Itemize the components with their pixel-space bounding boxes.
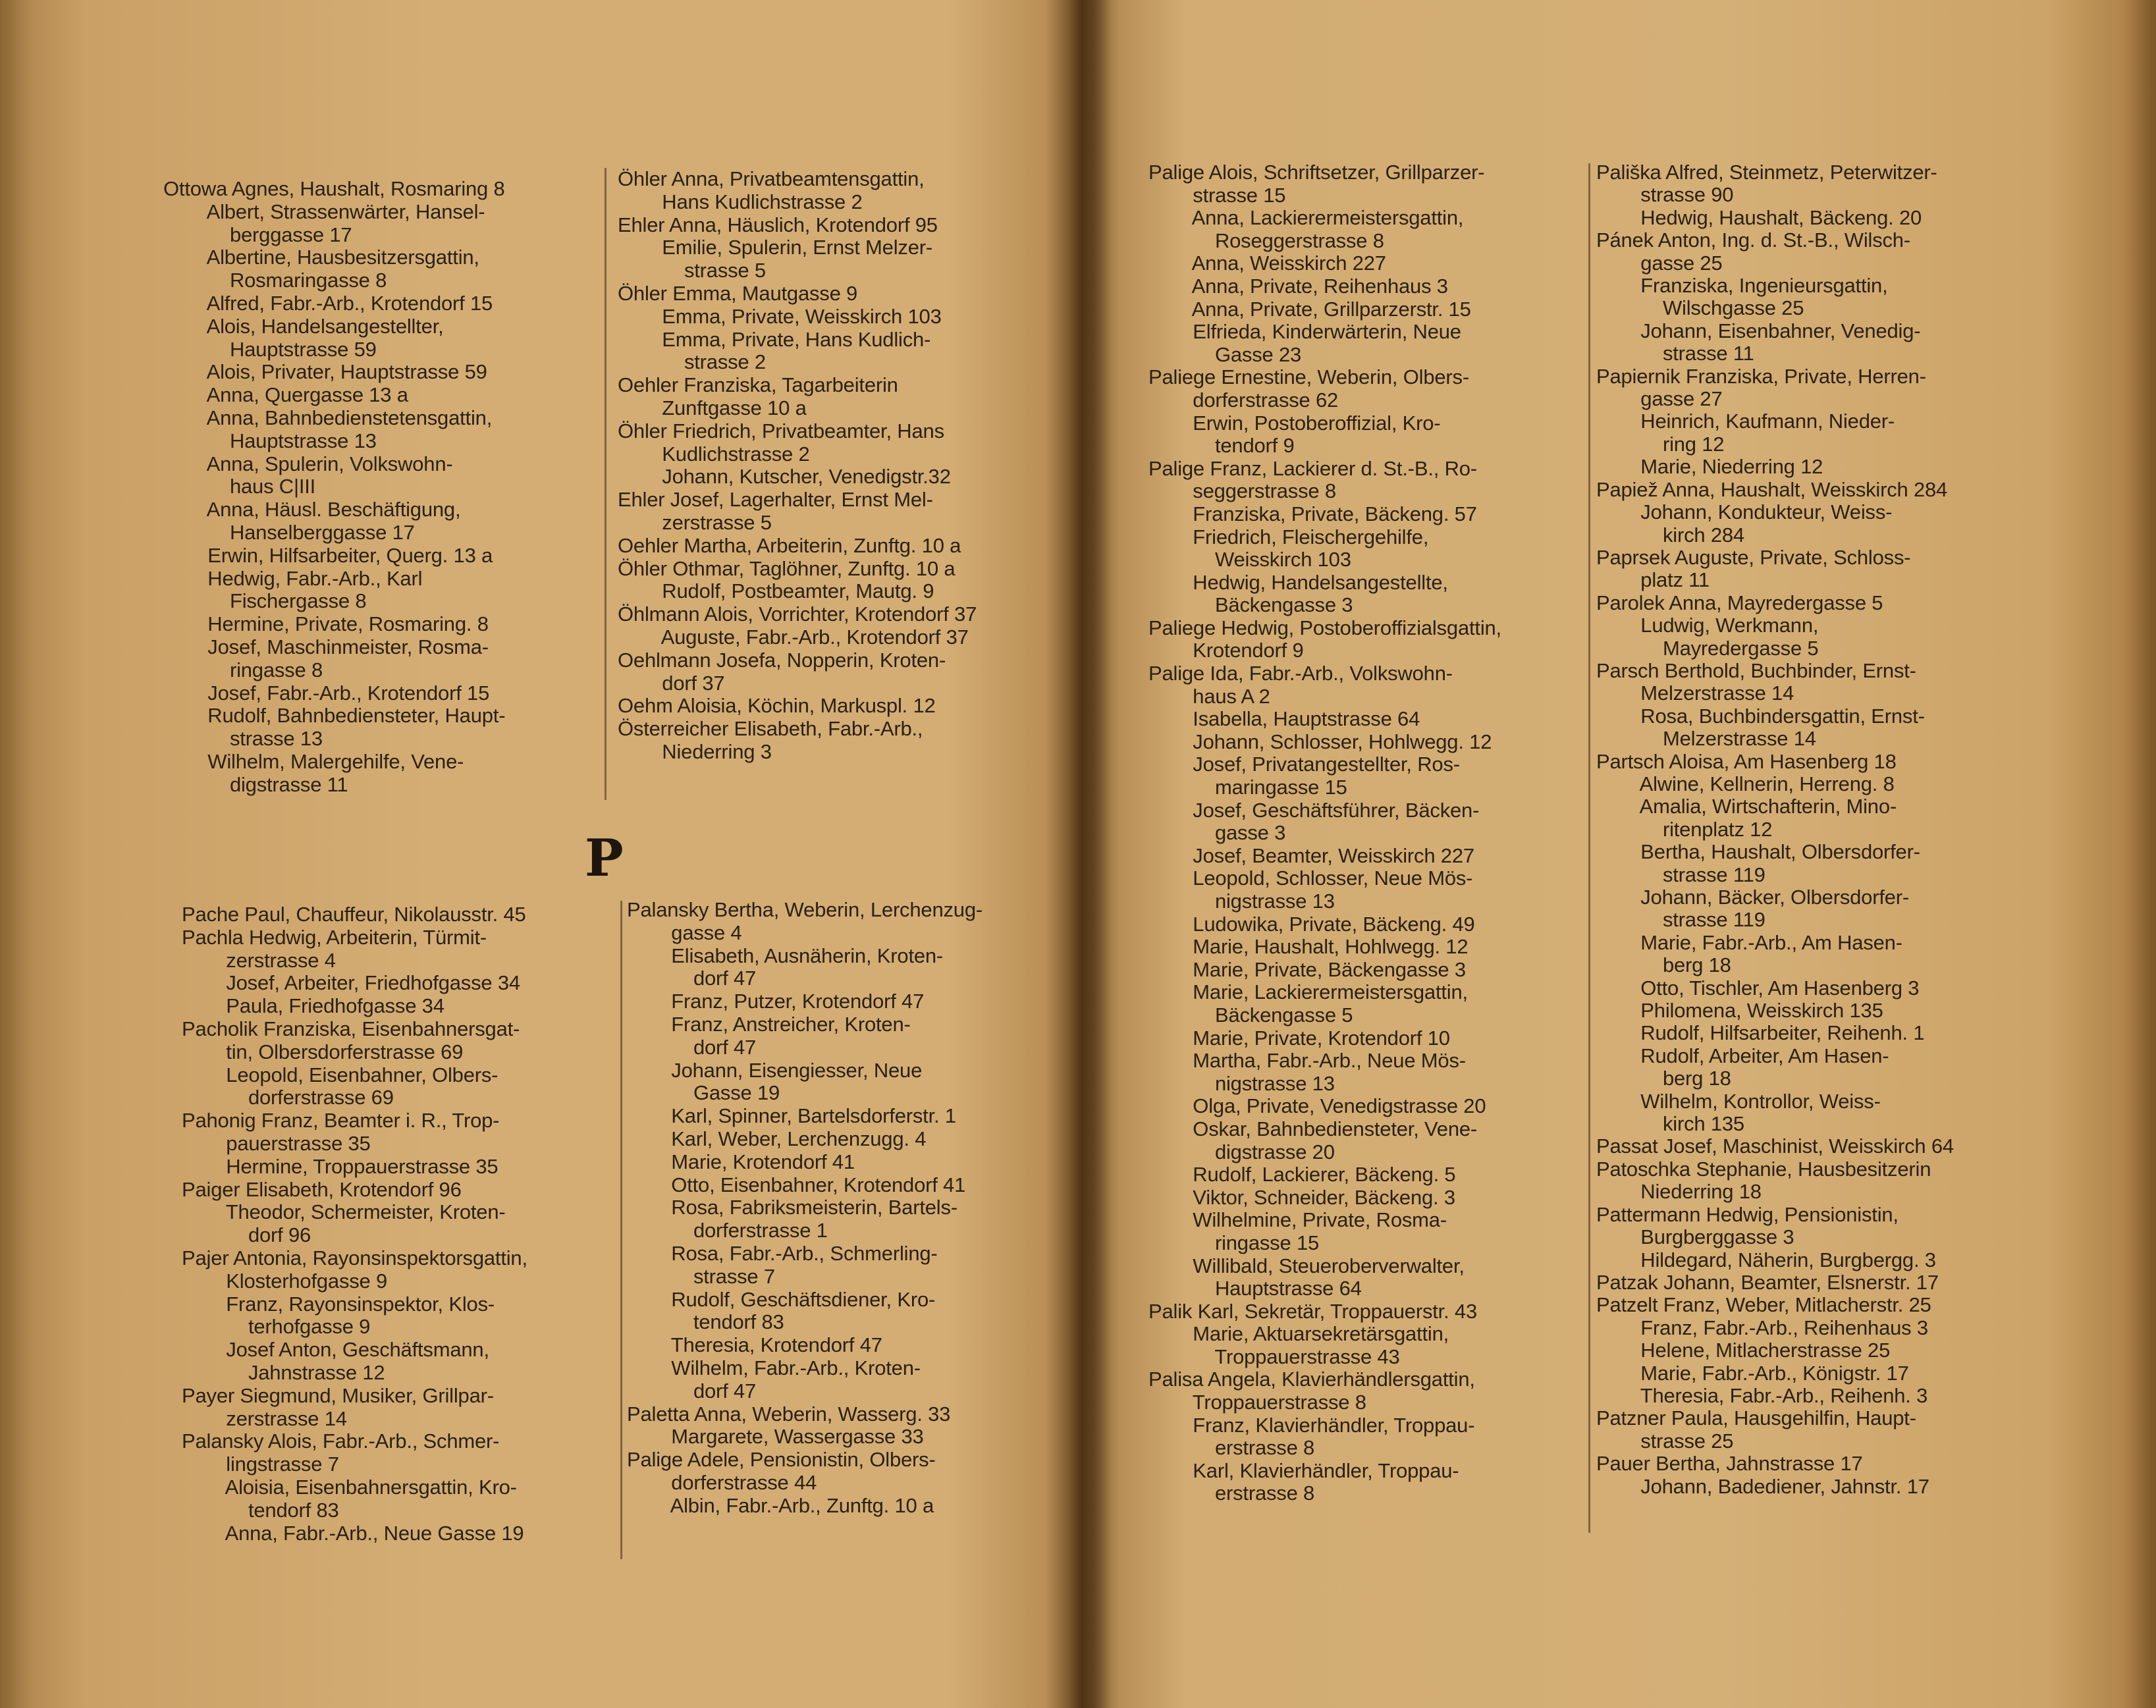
directory-entry-line: Erwin, Postoberoffizial, Kro-: [1148, 411, 1441, 435]
directory-entry-line: Oehler Franziska, Tagarbeiterin: [618, 373, 898, 397]
directory-entry-line: Alois, Handelsangestellter,: [163, 314, 444, 338]
directory-entry-line: Franz, Rayonsinspektor, Klos-: [182, 1292, 495, 1316]
directory-entry-line: Gasse 23: [1148, 342, 1302, 366]
directory-entry-line: nigstrasse 13: [1148, 1071, 1335, 1095]
directory-entry-line: Josef, Fabr.-Arb., Krotendorf 15: [163, 681, 490, 705]
directory-entry-line: Rudolf, Geschäftsdiener, Kro-: [627, 1287, 936, 1311]
directory-entry-line: tendorf 9: [1148, 434, 1295, 458]
directory-entry-line: Erwin, Hilfsarbeiter, Querg. 13 a: [163, 543, 493, 567]
directory-entry-line: Öhlmann Alois, Vorrichter, Krotendorf 37: [618, 602, 977, 626]
directory-entry-line: Johann, Schlosser, Hohlwegg. 12: [1148, 730, 1492, 753]
directory-entry-line: Marie, Aktuarsekretärsgattin,: [1148, 1322, 1449, 1346]
directory-entry-line: strasse 90: [1596, 183, 1734, 207]
directory-entry-line: Palige Franz, Lackierer d. St.-B., Ro-: [1148, 456, 1477, 480]
directory-entry-line: dorferstrasse 1: [627, 1219, 828, 1242]
directory-entry-line: Passat Josef, Maschinist, Weisskirch 64: [1596, 1134, 1954, 1158]
directory-entry-line: Anna, Private, Grillparzerstr. 15: [1148, 297, 1471, 321]
directory-entry-line: zerstrasse 14: [182, 1406, 347, 1430]
directory-entry-line: Wilhelm, Fabr.-Arb., Kroten-: [627, 1356, 921, 1379]
directory-entry-line: Josef, Maschinmeister, Rosma-: [163, 635, 489, 658]
directory-entry-line: dorferstrasse 69: [182, 1086, 394, 1109]
directory-entry-line: lingstrasse 7: [182, 1453, 339, 1476]
directory-entry-line: strasse 13: [163, 727, 323, 751]
directory-entry-line: Pajer Antonia, Rayonsinspektorsgattin,: [182, 1246, 527, 1269]
directory-entry-line: Theodor, Schermeister, Kroten-: [182, 1200, 506, 1224]
directory-entry-line: Palige Alois, Schriftsetzer, Grillparzer-: [1148, 161, 1485, 184]
directory-entry-line: dorf 47: [627, 1379, 757, 1402]
directory-entry-line: Anna, Weisskirch 227: [1148, 252, 1386, 275]
directory-entry-line: Marie, Private, Bäckengasse 3: [1148, 957, 1466, 981]
left-page-column-2-top: [618, 168, 977, 764]
directory-entry-line: Alfred, Fabr.-Arb., Krotendorf 15: [163, 291, 493, 315]
directory-entry-line: seggerstrasse 8: [1148, 479, 1336, 503]
directory-entry-line: Elisabeth, Ausnäherin, Kroten-: [627, 944, 944, 967]
directory-entry-line: Emma, Private, Weisskirch 103: [618, 304, 942, 328]
directory-entry-line: berggasse 17: [163, 223, 352, 246]
directory-entry-line: Johann, Kutscher, Venedigstr.32: [618, 465, 951, 489]
directory-entry-line: tin, Olbersdorferstrasse 69: [182, 1040, 464, 1063]
directory-entry-line: pauerstrasse 35: [182, 1131, 371, 1155]
directory-entry-line: Helene, Mitlacherstrasse 25: [1596, 1339, 1891, 1362]
directory-entry-line: berg 18: [1596, 1067, 1731, 1090]
left-page-column-2-bottom: [627, 899, 983, 1518]
directory-entry-line: Pattermann Hedwig, Pensionistin,: [1596, 1202, 1899, 1226]
directory-entry-line: Albertine, Hausbesitzersgattin,: [163, 246, 479, 269]
directory-entry-line: Melzerstrasse 14: [1596, 727, 1816, 751]
directory-entry-line: ringasse 15: [1148, 1231, 1320, 1254]
directory-entry-line: Paiger Elisabeth, Krotendorf 96: [182, 1177, 462, 1201]
directory-entry-line: Olga, Private, Venedigstrasse 20: [1148, 1094, 1486, 1118]
directory-entry-line: Klosterhofgasse 9: [182, 1269, 388, 1293]
directory-entry-line: Weisskirch 103: [1148, 548, 1351, 572]
directory-entry-line: Marie, Krotendorf 41: [627, 1150, 855, 1173]
directory-entry-line: Marie, Lackierermeistersgattin,: [1148, 980, 1468, 1004]
directory-entry-line: dorferstrasse 44: [627, 1470, 817, 1494]
directory-entry-line: Oehlmann Josefa, Nopperin, Kroten-: [618, 648, 946, 672]
directory-entry-line: Hedwig, Haushalt, Bäckeng. 20: [1596, 205, 1922, 229]
directory-entry-line: Patzelt Franz, Weber, Mitlacherstr. 25: [1596, 1293, 1931, 1317]
directory-entry-line: strasse 2: [618, 350, 766, 374]
directory-entry-line: Isabella, Hauptstrasse 64: [1148, 707, 1420, 731]
directory-entry-line: gasse 3: [1148, 821, 1286, 845]
directory-entry-line: Karl, Weber, Lerchenzugg. 4: [627, 1127, 927, 1150]
directory-entry-line: Marie, Fabr.-Arb., Königstr. 17: [1596, 1361, 1909, 1385]
directory-entry-line: Alois, Privater, Hauptstrasse 59: [163, 360, 487, 384]
directory-entry-line: Oehm Aloisia, Köchin, Markuspl. 12: [618, 694, 936, 718]
right-page: [1093, 0, 2156, 1708]
directory-entry-line: strasse 15: [1148, 183, 1286, 207]
directory-entry-line: Ehler Anna, Häuslich, Krotendorf 95: [618, 213, 938, 236]
directory-entry-line: Aloisia, Eisenbahnersgattin, Kro-: [182, 1475, 517, 1499]
directory-entry-line: Anna, Lackierermeistersgattin,: [1148, 206, 1464, 230]
directory-entry-line: Hedwig, Handelsangestellte,: [1148, 570, 1448, 594]
directory-entry-line: Mayredergasse 5: [1596, 636, 1819, 660]
directory-entry-line: Franziska, Ingenieursgattin,: [1596, 274, 1888, 298]
directory-entry-line: Palisa Angela, Klavierhändlersgattin,: [1148, 1368, 1475, 1391]
directory-entry-line: Hanselberggasse 17: [163, 520, 415, 544]
directory-entry-line: Emilie, Spulerin, Ernst Melzer-: [618, 236, 932, 259]
directory-entry-line: dorf 37: [618, 671, 725, 695]
directory-entry-line: Auguste, Fabr.-Arb., Krotendorf 37: [618, 625, 969, 649]
directory-entry-line: Anna, Bahnbedienstetensgattin,: [163, 406, 493, 429]
directory-entry-line: Johann, Bäcker, Olbersdorfer-: [1596, 886, 1910, 909]
directory-entry-line: Gasse 19: [627, 1081, 780, 1105]
directory-entry-line: Österreicher Elisabeth, Fabr.-Arb.,: [618, 717, 923, 741]
directory-entry-line: Leopold, Schlosser, Neue Mös-: [1148, 867, 1473, 890]
directory-entry-line: Hermine, Private, Rosmaring. 8: [163, 612, 489, 636]
directory-entry-line: Öhler Othmar, Taglöhner, Zunftg. 10 a: [618, 556, 956, 580]
directory-entry-line: Niederring 18: [1596, 1180, 1762, 1204]
directory-entry-line: Paliege Ernestine, Weberin, Olbers-: [1148, 365, 1469, 389]
directory-entry-line: Johann, Eisenbahner, Venedig-: [1596, 319, 1921, 342]
directory-entry-line: strasse 25: [1596, 1429, 1734, 1453]
directory-entry-line: ringasse 8: [163, 658, 323, 681]
directory-entry-line: Niederring 3: [618, 739, 772, 763]
directory-entry-line: Öhler Anna, Privatbeamtensgattin,: [618, 167, 925, 190]
directory-entry-line: Rosa, Buchbindersgattin, Ernst-: [1596, 704, 1925, 728]
directory-entry-line: Rudolf, Postbeamter, Mautg. 9: [618, 579, 934, 603]
directory-entry-line: Pahonig Franz, Beamter i. R., Trop-: [182, 1109, 500, 1133]
directory-entry-line: Melzerstrasse 14: [1596, 681, 1794, 705]
directory-entry-line: Payer Siegmund, Musiker, Grillpar-: [182, 1383, 494, 1407]
directory-entry-line: kirch 284: [1596, 523, 1744, 547]
directory-entry-line: Franz, Klavierhändler, Troppau-: [1148, 1413, 1475, 1437]
directory-entry-line: Anna, Fabr.-Arb., Neue Gasse 19: [182, 1521, 524, 1545]
directory-entry-line: Hedwig, Fabr.-Arb., Karl: [163, 566, 423, 590]
directory-entry-line: Franz, Putzer, Krotendorf 47: [627, 990, 925, 1013]
directory-entry-line: Troppauerstrasse 8: [1148, 1391, 1366, 1414]
directory-entry-line: Palige Adele, Pensionistin, Olbers-: [627, 1448, 936, 1472]
directory-entry-line: Amalia, Wirtschafterin, Mino-: [1596, 795, 1897, 818]
directory-entry-line: Parolek Anna, Mayredergasse 5: [1596, 591, 1883, 614]
directory-entry-line: Franz, Anstreicher, Kroten-: [627, 1012, 911, 1036]
directory-entry-line: kirch 135: [1596, 1112, 1744, 1136]
directory-entry-line: Patoschka Stephanie, Hausbesitzerin: [1596, 1157, 1931, 1181]
directory-entry-line: terhofgasse 9: [182, 1315, 371, 1339]
directory-entry-line: Wilschgasse 25: [1596, 296, 1804, 320]
directory-entry-line: Marie, Fabr.-Arb., Am Hasen-: [1596, 930, 1902, 954]
directory-entry-line: Hauptstrasse 59: [163, 337, 377, 361]
directory-entry-line: Bäckengasse 5: [1148, 1003, 1353, 1027]
directory-entry-line: Palansky Alois, Fabr.-Arb., Schmer-: [182, 1429, 500, 1453]
column-divider: [605, 168, 606, 800]
directory-entry-line: Karl, Klavierhändler, Troppau-: [1148, 1458, 1459, 1482]
directory-entry-line: maringasse 15: [1148, 776, 1347, 799]
directory-entry-line: Roseggerstrasse 8: [1148, 228, 1384, 252]
directory-entry-line: Kudlichstrasse 2: [618, 442, 810, 466]
directory-entry-line: Krotendorf 9: [1148, 639, 1304, 662]
directory-entry-line: strasse 5: [618, 259, 766, 282]
directory-entry-line: Rosmaringasse 8: [163, 269, 387, 292]
directory-entry-line: erstrasse 8: [1148, 1481, 1315, 1505]
directory-entry-line: Palik Karl, Sekretär, Troppauerstr. 43: [1148, 1299, 1477, 1323]
directory-entry-line: Karl, Spinner, Bartelsdorferstr. 1: [627, 1104, 956, 1128]
directory-entry-line: berg 18: [1596, 953, 1731, 977]
directory-entry-line: Alwine, Kellnerin, Herreng. 8: [1596, 772, 1895, 795]
directory-entry-line: Pachla Hedwig, Arbeiterin, Türmit-: [182, 925, 487, 949]
directory-entry-line: Rudolf, Lackierer, Bäckeng. 5: [1148, 1163, 1456, 1187]
directory-entry-line: Anna, Quergasse 13 a: [163, 383, 408, 407]
directory-entry-line: Jahnstrasse 12: [182, 1360, 385, 1384]
directory-entry-line: Josef, Privatangestellter, Ros-: [1148, 753, 1460, 776]
directory-entry-line: gasse 25: [1596, 251, 1723, 275]
directory-entry-line: digstrasse 11: [163, 772, 348, 796]
directory-entry-line: Philomena, Weisskirch 135: [1596, 999, 1883, 1023]
directory-entry-line: gasse 4: [627, 921, 742, 944]
directory-entry-line: Johann, Badediener, Jahnstr. 17: [1596, 1474, 1929, 1498]
directory-entry-line: Hans Kudlichstrasse 2: [618, 190, 863, 213]
directory-entry-line: Rosa, Fabriksmeisterin, Bartels-: [627, 1196, 957, 1219]
directory-entry-line: Ehler Josef, Lagerhalter, Ernst Mel-: [618, 488, 933, 512]
directory-entry-line: Ludwig, Werkmann,: [1596, 614, 1819, 637]
directory-entry-line: Paliege Hedwig, Postoberoffizialsgattin,: [1148, 616, 1501, 639]
directory-entry-line: Anna, Spulerin, Volkswohn-: [163, 452, 453, 475]
directory-entry-line: Marie, Niederring 12: [1596, 455, 1823, 479]
directory-entry-line: Ottowa Agnes, Haushalt, Rosmaring 8: [163, 177, 505, 200]
directory-entry-line: Josef, Beamter, Weisskirch 227: [1148, 843, 1474, 867]
directory-entry-line: Pališka Alfred, Steinmetz, Peterwitzer-: [1596, 161, 1937, 184]
directory-entry-line: Emma, Private, Hans Kudlich-: [618, 327, 931, 351]
left-page-column-1-bottom: [182, 903, 527, 1545]
directory-entry-line: Wilhelm, Malergehilfe, Vene-: [163, 749, 464, 773]
section-letter: P: [585, 828, 624, 888]
directory-entry-line: Margarete, Wassergasse 33: [627, 1425, 924, 1449]
directory-entry-line: Patzak Johann, Beamter, Elsnerstr. 17: [1596, 1270, 1939, 1294]
directory-entry-line: Paula, Friedhofgasse 34: [182, 994, 445, 1018]
directory-entry-line: Josef, Arbeiter, Friedhofgasse 34: [182, 971, 520, 995]
directory-entry-line: Paletta Anna, Weberin, Wasserg. 33: [627, 1402, 951, 1426]
directory-entry-line: Papiež Anna, Haushalt, Weisskirch 284: [1596, 477, 1948, 501]
directory-entry-line: Bäckengasse 3: [1148, 593, 1353, 617]
directory-entry-line: strasse 119: [1596, 863, 1765, 886]
directory-entry-line: Willibald, Steueroberverwalter,: [1148, 1254, 1465, 1277]
directory-entry-line: Hildegard, Näherin, Burgbergg. 3: [1596, 1248, 1936, 1271]
directory-entry-line: strasse 11: [1596, 342, 1754, 365]
directory-entry-line: Theresia, Fabr.-Arb., Reihenh. 3: [1596, 1383, 1928, 1407]
directory-entry-line: Troppauerstrasse 43: [1148, 1345, 1400, 1368]
directory-entry-line: Burgberggasse 3: [1596, 1225, 1794, 1249]
directory-entry-line: Pauer Bertha, Jahnstrasse 17: [1596, 1452, 1863, 1476]
directory-entry-line: Parsch Berthold, Buchbinder, Ernst-: [1596, 658, 1916, 682]
column-divider: [620, 901, 622, 1559]
directory-entry-line: dorf 47: [627, 967, 757, 990]
directory-entry-line: Ludowika, Private, Bäckeng. 49: [1148, 912, 1475, 936]
directory-entry-line: Wilhelm, Kontrollor, Weiss-: [1596, 1089, 1881, 1113]
directory-entry-line: Hauptstrasse 13: [163, 429, 377, 452]
directory-entry-line: Marie, Haushalt, Hohlwegg. 12: [1148, 935, 1469, 959]
directory-entry-line: Öhler Friedrich, Privatbeamter, Hans: [618, 419, 944, 442]
directory-entry-line: Otto, Eisenbahner, Krotendorf 41: [627, 1173, 966, 1196]
directory-entry-line: Friedrich, Fleischergehilfe,: [1148, 525, 1429, 548]
column-divider: [1588, 163, 1590, 1533]
directory-entry-line: strasse 119: [1596, 908, 1765, 932]
directory-entry-line: nigstrasse 13: [1148, 890, 1335, 913]
directory-entry-line: platz 11: [1596, 568, 1710, 592]
directory-entry-line: Elfrieda, Kinderwärterin, Neue: [1148, 320, 1461, 344]
directory-entry-line: Patzner Paula, Hausgehilfin, Haupt-: [1596, 1406, 1916, 1430]
directory-entry-line: Fischergasse 8: [163, 589, 367, 613]
directory-entry-line: Franziska, Private, Bäckeng. 57: [1148, 502, 1477, 525]
directory-entry-line: Viktor, Schneider, Bäckeng. 3: [1148, 1185, 1455, 1209]
directory-entry-line: Josef, Geschäftsführer, Bäcken-: [1148, 798, 1480, 822]
directory-entry-line: Martha, Fabr.-Arb., Neue Mös-: [1148, 1049, 1466, 1073]
directory-entry-line: Pánek Anton, Ing. d. St.-B., Wilsch-: [1596, 228, 1910, 252]
directory-entry-line: gasse 27: [1596, 387, 1723, 411]
directory-entry-line: Albin, Fabr.-Arb., Zunftg. 10 a: [627, 1493, 934, 1517]
directory-entry-line: Rudolf, Hilfsarbeiter, Reihenh. 1: [1596, 1021, 1925, 1045]
directory-entry-line: tendorf 83: [182, 1498, 339, 1522]
directory-entry-line: Papiernik Franziska, Private, Herren-: [1596, 364, 1926, 388]
left-page-column-1-top: [163, 178, 505, 797]
directory-entry-line: Wilhelmine, Private, Rosma-: [1148, 1208, 1447, 1232]
directory-entry-line: Öhler Emma, Mautgasse 9: [618, 281, 858, 305]
directory-entry-line: Pache Paul, Chauffeur, Nikolausstr. 45: [182, 903, 526, 926]
directory-entry-line: Franz, Fabr.-Arb., Reihenhaus 3: [1596, 1316, 1928, 1339]
directory-entry-line: Zunftgasse 10 a: [618, 396, 807, 419]
directory-entry-line: Anna, Häusl. Beschäftigung,: [163, 498, 461, 521]
directory-entry-line: ring 12: [1596, 432, 1725, 456]
directory-entry-line: Heinrich, Kaufmann, Nieder-: [1596, 410, 1895, 433]
directory-entry-line: haus C|III: [163, 475, 316, 498]
directory-entry-line: Otto, Tischler, Am Hasenberg 3: [1596, 976, 1920, 1000]
directory-entry-line: Rudolf, Bahnbediensteter, Haupt-: [163, 704, 506, 728]
directory-entry-line: Rudolf, Arbeiter, Am Hasen-: [1596, 1044, 1889, 1067]
directory-entry-line: Johann, Eisengiesser, Neue: [627, 1058, 923, 1082]
right-page-column-1: [1148, 161, 1501, 1505]
directory-entry-line: Leopold, Eisenbahner, Olbers-: [182, 1063, 499, 1086]
directory-entry-line: Josef Anton, Geschäftsmann,: [182, 1338, 489, 1362]
directory-entry-line: Bertha, Haushalt, Olbersdorfer-: [1596, 840, 1920, 864]
right-page-column-2: [1596, 161, 1954, 1498]
directory-entry-line: Hauptstrasse 64: [1148, 1277, 1362, 1300]
directory-entry-line: Pacholik Franziska, Eisenbahnersgat-: [182, 1017, 520, 1040]
directory-entry-line: Hermine, Troppauerstrasse 35: [182, 1154, 499, 1178]
directory-entry-line: strasse 7: [627, 1264, 775, 1288]
directory-entry-line: Palansky Bertha, Weberin, Lerchenzug-: [627, 898, 983, 921]
directory-entry-line: Rosa, Fabr.-Arb., Schmerling-: [627, 1241, 938, 1265]
directory-entry-line: Albert, Strassenwärter, Hansel-: [163, 200, 485, 223]
directory-entry-line: dorf 47: [627, 1035, 757, 1059]
directory-entry-line: dorf 96: [182, 1223, 311, 1247]
directory-entry-line: dorferstrasse 62: [1148, 388, 1339, 412]
directory-entry-line: zerstrasse 5: [618, 510, 772, 534]
directory-entry-line: tendorf 83: [627, 1310, 784, 1334]
directory-entry-line: Theresia, Krotendorf 47: [627, 1333, 882, 1357]
directory-entry-line: digstrasse 20: [1148, 1140, 1335, 1163]
directory-entry-line: Oehler Martha, Arbeiterin, Zunftg. 10 a: [618, 533, 961, 557]
directory-entry-line: Marie, Private, Krotendorf 10: [1148, 1026, 1450, 1050]
directory-entry-line: erstrasse 8: [1148, 1436, 1315, 1460]
directory-entry-line: Palige Ida, Fabr.-Arb., Volkswohn-: [1148, 662, 1453, 685]
directory-entry-line: Johann, Kondukteur, Weiss-: [1596, 500, 1893, 524]
directory-entry-line: Paprsek Auguste, Private, Schloss-: [1596, 545, 1911, 569]
directory-entry-line: Partsch Aloisa, Am Hasenberg 18: [1596, 749, 1897, 773]
directory-entry-line: haus A 2: [1148, 684, 1270, 708]
directory-entry-line: zerstrasse 4: [182, 948, 336, 972]
directory-entry-line: Anna, Private, Reihenhaus 3: [1148, 274, 1448, 298]
directory-entry-line: Oskar, Bahnbediensteter, Vene-: [1148, 1117, 1478, 1140]
directory-entry-line: ritenplatz 12: [1596, 817, 1773, 841]
